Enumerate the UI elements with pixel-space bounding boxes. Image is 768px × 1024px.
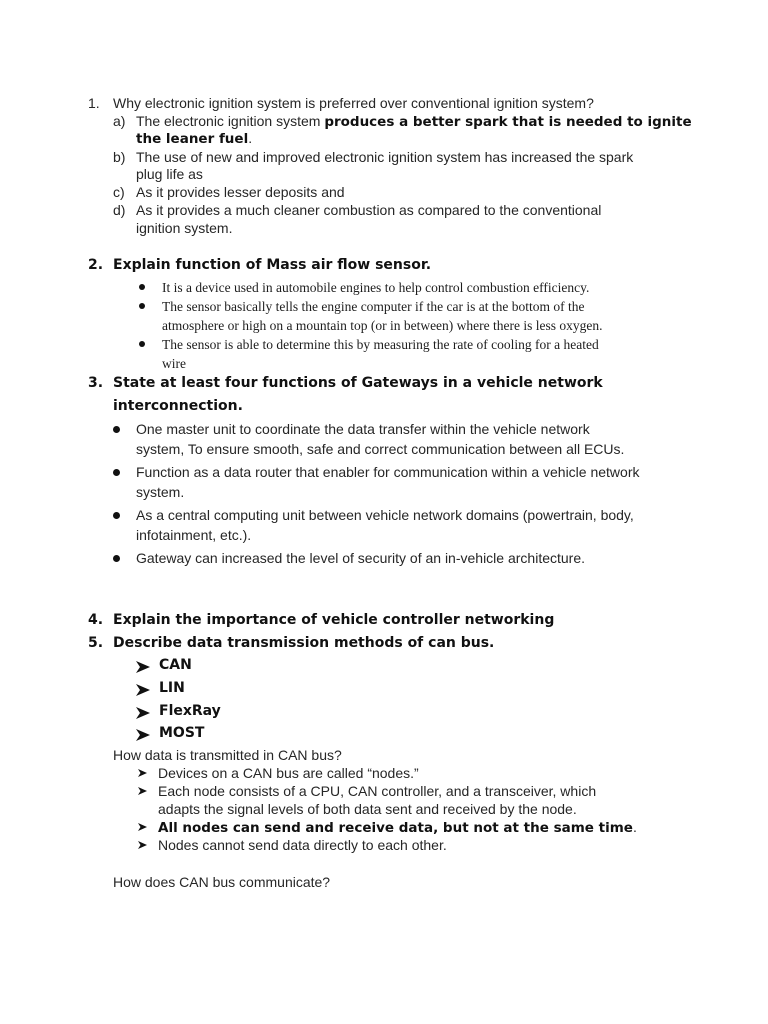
- q3-bullet-1-line2: system, To ensure smooth, safe and correct communication between all ECUs.: [136, 441, 625, 457]
- arrow-bullet-icon: [137, 822, 148, 832]
- arrow-bullet-icon: [135, 728, 151, 742]
- q1-item-d-letter: d): [113, 202, 126, 218]
- q3-heading-line1: State at least four functions of Gateways in a vehicle network: [113, 375, 603, 391]
- arrow-bullet-icon: [135, 683, 151, 697]
- q4-heading: Explain the importance of vehicle controller networking: [113, 612, 555, 628]
- arrow-bullet-icon: [137, 768, 148, 778]
- method-flexray: FlexRay: [159, 703, 221, 719]
- arrow-bullet-icon: [135, 660, 151, 674]
- q3-bullet-3-line2: infotainment, etc.).: [136, 527, 252, 543]
- q1-item-d-line2: ignition system.: [136, 220, 233, 236]
- arrow-bullet-icon: [137, 840, 148, 850]
- q5-point-4: Nodes cannot send data directly to each other.: [158, 837, 447, 853]
- arrow-bullet-icon: [137, 786, 148, 796]
- q5-number: 5.: [88, 635, 104, 651]
- q5-point-2-line2: adapts the signal levels of both data sent and received by the node.: [158, 801, 577, 817]
- bullet-dot: [139, 341, 145, 347]
- q5-point-1: Devices on a CAN bus are called “nodes.”: [158, 765, 419, 781]
- q1-item-c-letter: c): [113, 184, 125, 200]
- method-most: MOST: [159, 725, 205, 741]
- q5-closing-question: How does CAN bus communicate?: [113, 874, 331, 890]
- bullet-dot: [113, 426, 120, 433]
- q2-bullet-2-line2: atmosphere or high on a mountain top (or in between) where there is less oxygen.: [162, 318, 603, 333]
- q5-point-2-line1: Each node consists of a CPU, CAN controller, and a transceiver, which: [158, 783, 597, 799]
- q5-point-3: [158, 818, 678, 837]
- q3-bullet-1-line1: One master unit to coordinate the data transfer within the vehicle network: [136, 421, 590, 437]
- q1-item-d-line1: As it provides a much cleaner combustion as compared to the conventional: [136, 202, 602, 218]
- method-lin: LIN: [159, 680, 185, 696]
- q1-item-a-bold-line2: the leaner fuel: [136, 131, 249, 147]
- q2-heading: Explain function of Mass air flow sensor.: [113, 257, 432, 273]
- q3-heading-line2: interconnection.: [113, 398, 243, 414]
- method-can: CAN: [159, 657, 192, 673]
- q5-heading: Describe data transmission methods of can bus.: [113, 635, 495, 651]
- q3-bullet-2-line1: Function as a data router that enabler for communication within a vehicle network: [136, 464, 640, 480]
- q3-number: 3.: [88, 375, 104, 391]
- q3-bullet-2-line2: system.: [136, 484, 185, 500]
- q5-point-3-bold: All nodes can send and receive data, but not at the same time: [158, 820, 633, 836]
- q1-item-a-bold: produces a better spark that is needed to ignite: [324, 114, 692, 130]
- q2-bullet-2-line1: The sensor basically tells the engine computer if the car is at the bottom of the: [162, 299, 585, 314]
- q5-sub-question: How data is transmitted in CAN bus?: [113, 747, 342, 763]
- q1-item-b-line1: The use of new and improved electronic ignition system has increased the spark: [136, 149, 634, 165]
- q1-item-a-letter: a): [113, 113, 126, 129]
- bullet-dot: [113, 512, 120, 519]
- q2-bullet-1: It is a device used in automobile engines to help control combustion efficiency.: [162, 280, 590, 295]
- q5-point-3-tail: .: [632, 819, 637, 835]
- q1-item-c-line1: As it provides lesser deposits and: [136, 184, 345, 200]
- q2-bullet-3-line2: wire: [162, 356, 186, 371]
- bullet-dot: [113, 469, 120, 476]
- q1-item-a-tail: .: [248, 130, 253, 146]
- q2-bullet-3-line1: The sensor is able to determine this by measuring the rate of cooling for a heated: [162, 337, 599, 352]
- q3-bullet-3-line1: As a central computing unit between vehicle network domains (powertrain, body,: [136, 507, 634, 523]
- q4-number: 4.: [88, 612, 104, 628]
- arrow-bullet-icon: [135, 706, 151, 720]
- q1-item-a-prefix: The electronic ignition system: [136, 113, 325, 129]
- q1-number: 1.: [88, 95, 100, 111]
- q1-item-b-letter: b): [113, 149, 126, 165]
- bullet-dot: [139, 303, 145, 309]
- q1-question: Why electronic ignition system is preferred over conventional ignition system?: [113, 95, 594, 111]
- bullet-dot: [113, 555, 120, 562]
- q1-item-a-line2: [136, 129, 696, 148]
- bullet-dot: [139, 284, 145, 290]
- q1-item-b-line2: plug life as: [136, 166, 203, 182]
- q2-number: 2.: [88, 257, 104, 273]
- q3-bullet-4-line1: Gateway can increased the level of security of an in-vehicle architecture.: [136, 550, 586, 566]
